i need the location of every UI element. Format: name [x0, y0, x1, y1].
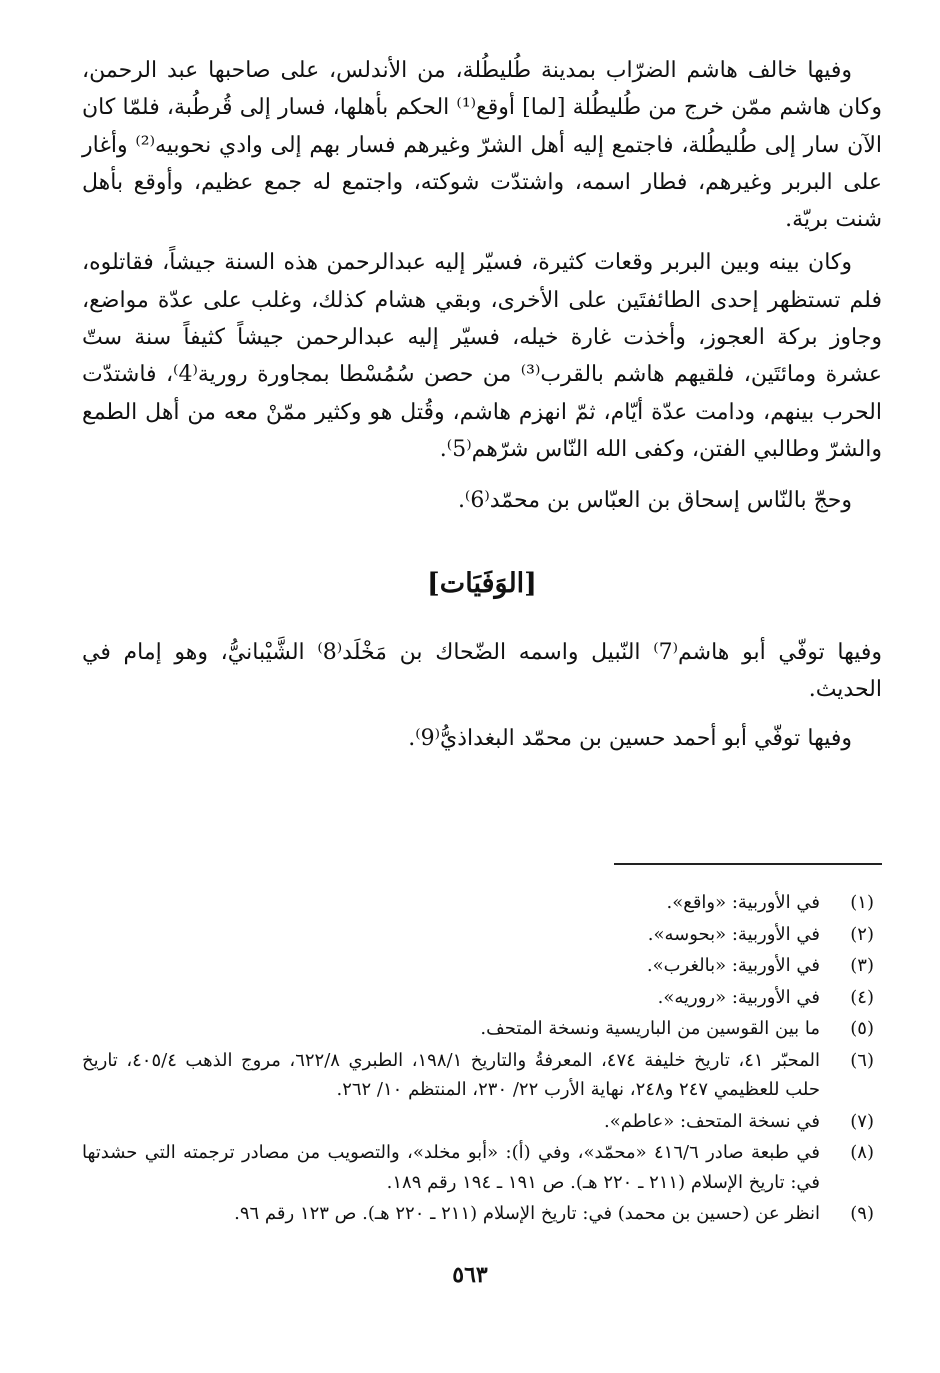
paragraph-battles: وكان بينه وبين البربر وقعات كثيرة، فسيّر إليه عبدالرحمن هذه السنة جيشاً، فقاتلوه، فلم تستظهر إحدى الطائفتَين على الأخرى، وبقي هشام كذلك، وغلب على عدّة مواضع، وجاوز بركة العجوز، وأخذت غارة خيله، فسيّر إليه عبدالرحمن جيشاً كثيفاً سنة ستّ عشرة ومائتَين، فلقيهم هاشم بالقرب⁽³⁾ من حصن سُمُسْطا بمجاورة رورية⁽4⁾، فاشتدّت الحرب بينهم، ودامت عدّة أيّام، ثمّ انهزم هاشم، وقُتل هو وكثير ممّنْ معه من أهل الطمع والشرّ وطالبي الفتن، وكفى الله النّاس شرّهم⁽5⁾. [82, 250, 882, 462]
footnote-item [82, 1138, 882, 1197]
footnote-number: (٨) [850, 1142, 874, 1163]
paragraph-death-abu-hashem: وفيها توفّي أبو هاشم⁽7⁾ النّبيل واسمه الضّحاك بن مَخْلَد⁽8⁾ الشَّيْبانيُّ، وهو إمام في الحديث. [82, 639, 882, 702]
footnote-item [82, 888, 882, 918]
footnote-divider [614, 863, 882, 865]
footnote-number: (١) [850, 892, 874, 913]
paragraph-death-abu-ahmad: وفيها توفّي أبو أحمد حسين بن محمّد البغداذيُّ⁽9⁾. [408, 726, 852, 752]
footnote-number: (٤) [850, 986, 874, 1008]
footnote-text: في الأوربية: «روريه». [657, 986, 820, 1008]
footnote-text: المحبّر ٤١، تاريخ خليفة ٤٧٤، المعرفةُ والتاريخ ١٩٨/١، الطبري ٦٢٢/٨، مروج الذهب ٤٠٥/٤، تاريخ حلب للعظيمي ٢٤٧ و٢٤٨، نهاية الأرب ٢٢/ ٢٣٠، المنتظم ١٠/ ٢٦٢. [82, 1049, 820, 1100]
footnote-item [82, 1107, 882, 1137]
footnote-number: (٦) [850, 1049, 874, 1071]
footnotes [82, 888, 882, 1231]
footnote-text: في الأوربية: «واقع». [666, 892, 820, 913]
footnote-item [82, 951, 882, 981]
footnote-item [82, 1014, 882, 1044]
page-number: ٥٦٣ [452, 1262, 488, 1288]
footnote-item [82, 920, 882, 950]
footnote-number: (٧) [850, 1110, 874, 1132]
footnote-text: انظر عن (حسين بن محمد) في: تاريخ الإسلام (٢١١ ـ ٢٢٠ هـ). ص ١٢٣ رقم ٩٦. [234, 1203, 820, 1224]
footnote-text: في الأوربية: «بحوسه». [647, 923, 820, 945]
footnote-item [82, 983, 882, 1013]
footnote-text: في الأوربية: «بالغرب». [646, 955, 820, 976]
page-body [82, 52, 882, 757]
footnote-text: ما بين القوسين من الباريسية ونسخة المتحف. [480, 1018, 820, 1039]
footnote-number: (٣) [850, 955, 874, 976]
footnote-item [82, 1046, 882, 1105]
footnote-number: (٩) [850, 1203, 874, 1224]
section-title-deaths: [الوَفَيَات] [427, 567, 537, 599]
paragraph-hajj: وحجّ بالنّاس إسحاق بن العبّاس بن محمّد⁽6⁾. [457, 488, 852, 514]
footnote-number: (٢) [850, 923, 874, 945]
footnote-item [82, 1199, 882, 1229]
footnote-number: (٥) [850, 1018, 874, 1039]
footnote-text: في نسخة المتحف: «عاطم». [603, 1110, 820, 1132]
paragraph-hashem-revolt: وفيها خالف هاشم الضرّاب بمدينة طُليطُلة، من الأندلس، على صاحبها عبد الرحمن، وكان هاشم ممّن خرج من طُليطُلة [لما] أوقع⁽¹⁾ الحكم بأهلها، فسار إلى قُرطُبة، فلمّا كان الآن سار إلى طُليطُلة، فاجتمع إليه أهل الشرّ وغيرهم فسار بهم إلى وادي نحوبيه⁽²⁾ وأغار على البربر وغيرهم، فطار اسمه، واشتدّت شوكته، واجتمع له جمع عظيم، وأوقع بأهل شنت بريّة. [82, 58, 882, 233]
footnote-text: في طبعة صادر ٤١٦/٦ «محمّد»، وفي (أ): «أبو مخلد»، والتصويب من مصادر ترجمته التي حشدتها في: تاريخ الإسلام (٢١١ ـ ٢٢٠ هـ). ص ١٩١ ـ ١٩٤ رقم ١٨٩. [82, 1142, 820, 1193]
